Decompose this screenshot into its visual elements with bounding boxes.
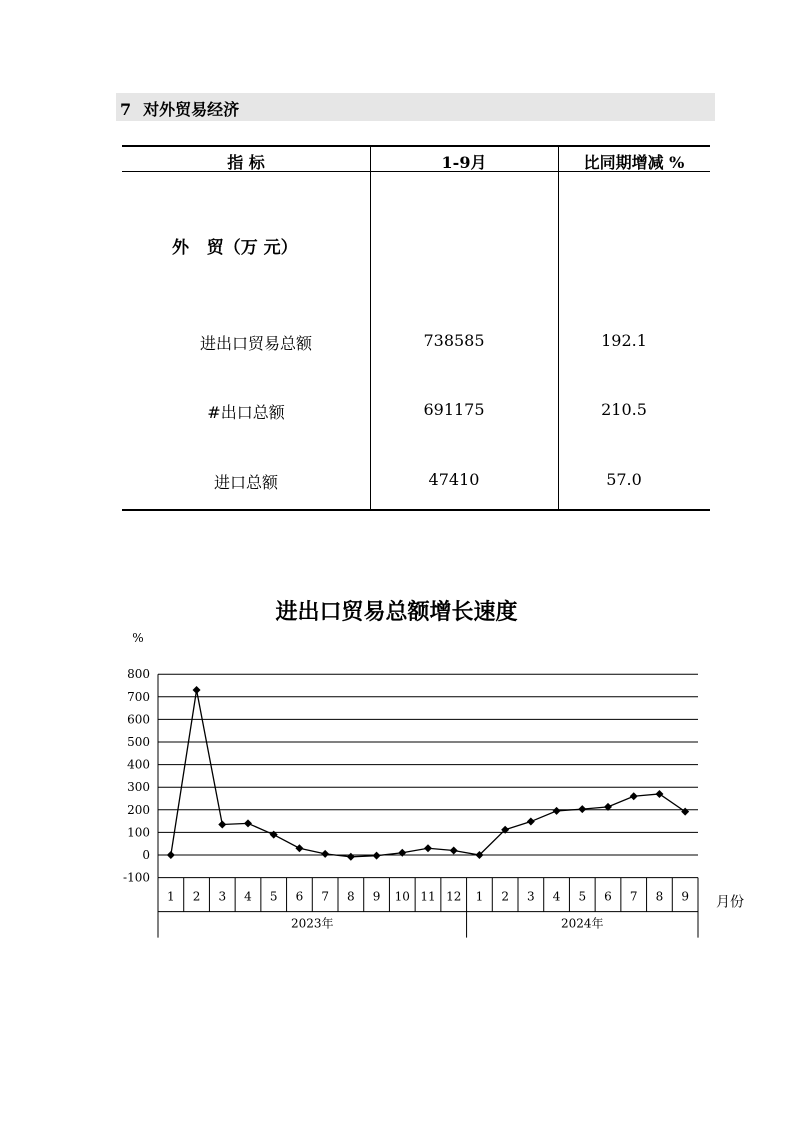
x-tick-label: 4 (552, 889, 561, 904)
data-point (578, 805, 586, 813)
data-point (630, 792, 638, 800)
y-tick-label: 200 (127, 802, 150, 817)
data-point (655, 790, 663, 798)
x-group-label: 2024年 (561, 916, 604, 931)
y-tick-label: 0 (142, 848, 150, 862)
data-point (218, 820, 226, 828)
x-tick-label: 4 (244, 889, 252, 904)
table-row-label: 进出口贸易总额 (199, 334, 313, 353)
table-row-change: 192.1 (601, 331, 647, 350)
x-tick-label: 9 (681, 889, 689, 904)
table-row-change: 210.5 (601, 400, 647, 419)
y-tick-label: 600 (127, 712, 150, 727)
x-tick-label: 8 (347, 889, 355, 904)
x-tick-label: 3 (218, 889, 227, 904)
section-number: 7 (120, 100, 132, 119)
chart-title: 进出口贸易总额增长速度 (275, 599, 518, 625)
data-point (398, 849, 406, 857)
data-point (193, 686, 201, 694)
data-point (450, 846, 458, 854)
data-point (424, 844, 432, 852)
data-point (681, 808, 689, 816)
x-tick-label: 5 (269, 889, 278, 904)
table-row-change: 57.0 (606, 470, 642, 489)
data-point (295, 844, 303, 852)
data-point (347, 853, 355, 861)
data-point (373, 852, 381, 860)
series-line (171, 690, 685, 857)
table-category: 外 贸（万 元） (172, 238, 298, 258)
x-tick-label: 5 (578, 889, 587, 904)
y-tick-label: 500 (127, 735, 150, 749)
table-row-value: 738585 (423, 331, 485, 350)
x-tick-label: 3 (527, 889, 535, 904)
table-header-change: 比同期增减 % (583, 153, 685, 172)
x-tick-label: 8 (655, 889, 664, 904)
data-point (244, 819, 252, 827)
x-tick-label: 6 (604, 889, 612, 904)
x-tick-label: 12 (446, 889, 462, 904)
data-point (321, 850, 329, 858)
data-point (270, 831, 278, 839)
x-tick-label: 2 (501, 889, 509, 904)
x-axis-label: 月份 (716, 894, 744, 911)
x-tick-label: 1 (475, 889, 484, 904)
x-tick-label: 6 (295, 889, 304, 904)
x-group-label: 2023年 (291, 916, 334, 931)
y-tick-label: 300 (127, 780, 150, 795)
y-tick-label: 800 (127, 667, 150, 682)
section-name: 对外贸易经济 (143, 100, 240, 119)
x-tick-label: 1 (167, 889, 175, 904)
table-header-period: 1-9月 (441, 153, 487, 172)
table-row-label: 进口总额 (213, 473, 279, 492)
y-tick-label: 100 (127, 825, 150, 840)
table-header-indicator: 指 标 (227, 153, 265, 172)
data-point (527, 818, 535, 826)
x-tick-label: 9 (372, 889, 381, 904)
y-tick-label: 700 (127, 689, 150, 704)
data-point (167, 851, 175, 859)
x-tick-label: 7 (321, 889, 329, 904)
data-point (553, 807, 561, 815)
y-tick-label: 400 (127, 757, 150, 772)
x-tick-label: 7 (629, 889, 638, 904)
x-tick-label: 10 (394, 889, 410, 904)
y-axis-label: % (132, 631, 144, 645)
x-tick-label: 2 (192, 889, 201, 904)
table-row-value: 47410 (428, 470, 480, 489)
table-row-label: #出口总额 (207, 403, 285, 422)
y-tick-label: -100 (123, 870, 150, 885)
x-tick-label: 11 (420, 889, 436, 904)
table-row-value: 691175 (423, 400, 485, 419)
